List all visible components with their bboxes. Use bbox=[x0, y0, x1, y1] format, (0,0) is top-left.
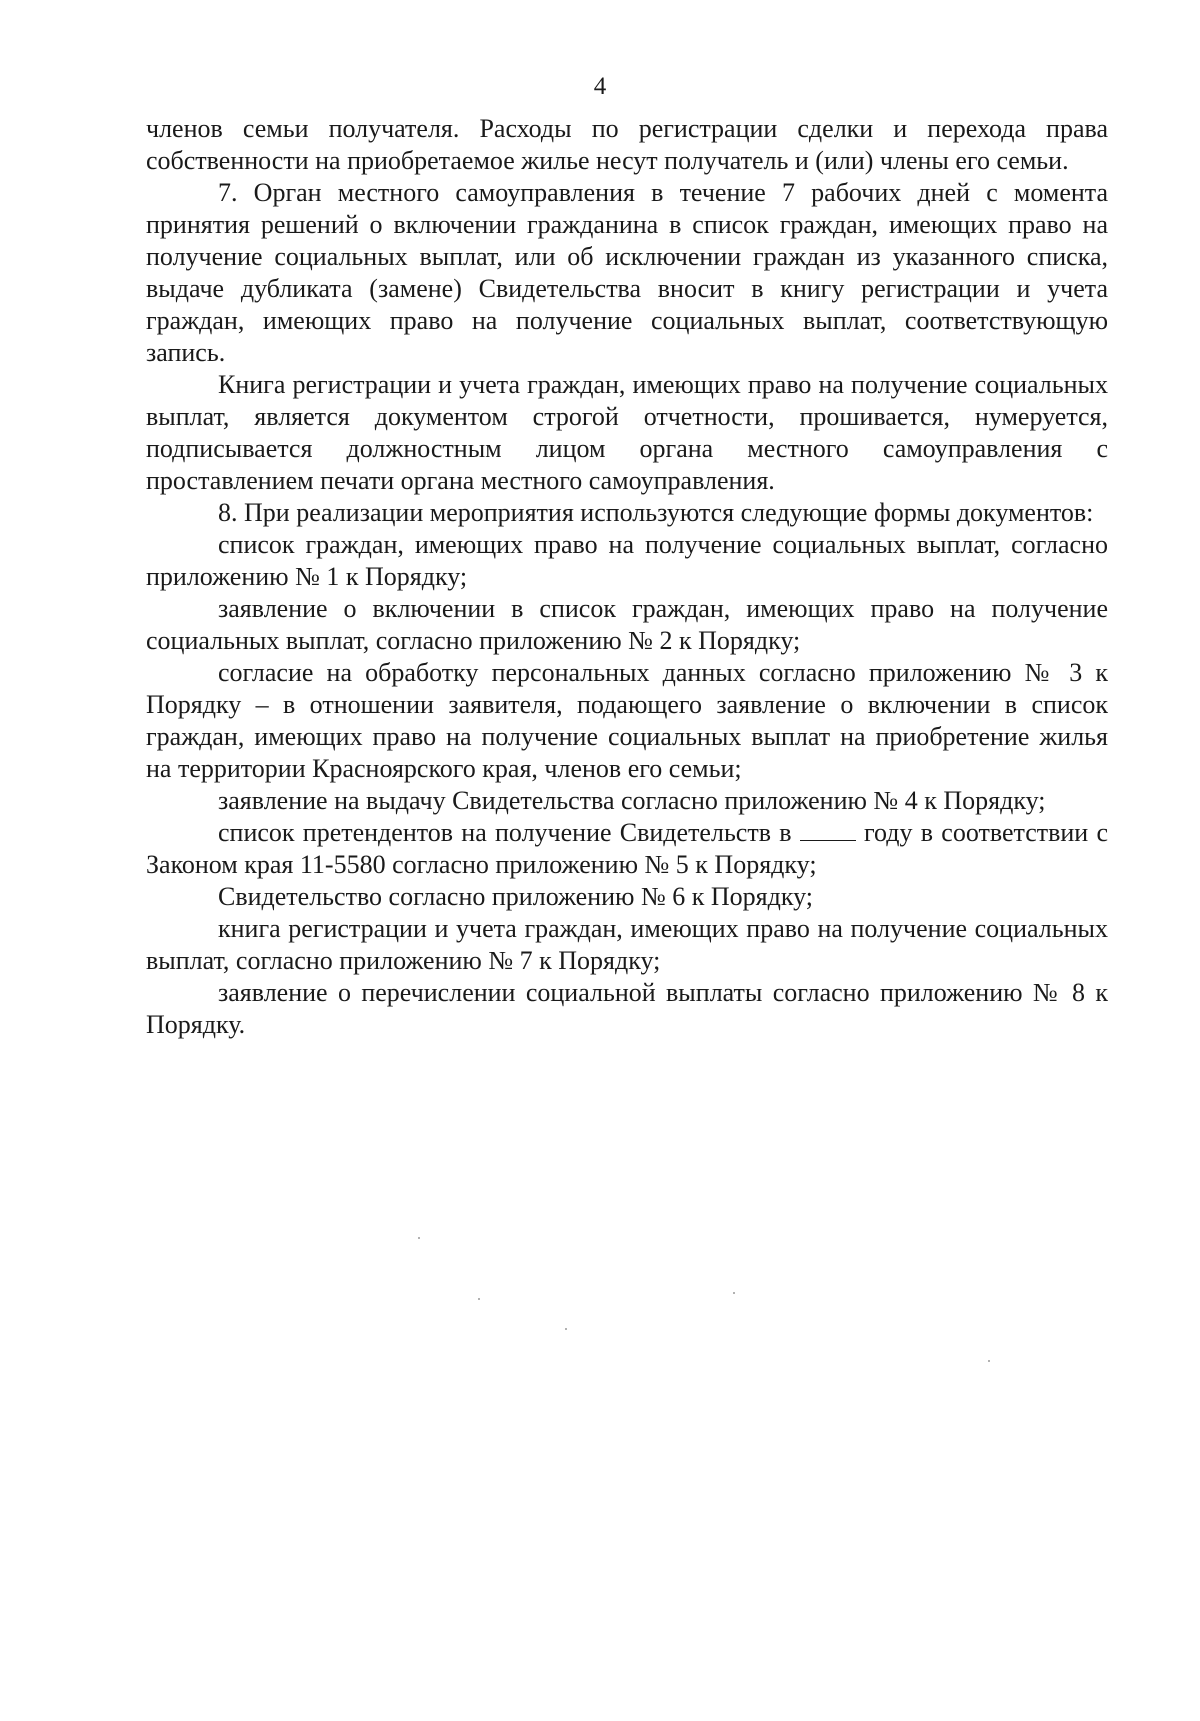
scan-speck bbox=[988, 1360, 990, 1362]
list-item-form-7: книга регистрации и учета граждан, имеющих право на получение социальных выплат, согласно приложению № 7 к Порядку; bbox=[146, 914, 1108, 975]
year-blank-line bbox=[800, 818, 856, 841]
paragraph-registration-book: Книга регистрации и учета граждан, имеющих право на получение социальных выплат, является документом строгой отчетности, прошивается, нумеруется, подписывается должностным лицом органа местного самоуправления с проставлением печати органа местного самоуправления. bbox=[146, 370, 1108, 495]
paragraph-item-7: 7. Орган местного самоуправления в течение 7 рабочих дней с момента принятия решений о включении гражданина в список граждан, имеющих право на получение социальных выплат, или об исключении граждан из указанного списка, выдаче дубликата (замене) Свидетельства вносит в книгу регистрации и учета граждан, имеющих право на получение социальных выплат, соответствующую запись. bbox=[146, 178, 1108, 367]
list-item-form-5-end: году в соответствии с Законом края 11-5580 согласно приложению № 5 к Порядку; bbox=[146, 818, 1108, 879]
document-body bbox=[146, 113, 1108, 1041]
list-item-form-5 bbox=[146, 817, 1108, 881]
list-item-form-2: заявление о включении в список граждан, имеющих право на получение социальных выплат, согласно приложению № 2 к Порядку; bbox=[146, 594, 1108, 655]
paragraph-item-8: 8. При реализации мероприятия используются следующие формы документов: bbox=[218, 498, 1094, 527]
scan-speck bbox=[418, 1237, 420, 1239]
page-number: 4 bbox=[593, 73, 607, 100]
list-item-form-4: заявление на выдачу Свидетельства согласно приложению № 4 к Порядку; bbox=[218, 786, 1046, 815]
list-item-form-5-start: список претендентов на получение Свидетельств в bbox=[218, 818, 792, 847]
scan-speck bbox=[478, 1298, 480, 1300]
list-item-form-6: Свидетельство согласно приложению № 6 к Порядку; bbox=[218, 882, 814, 911]
scan-speck bbox=[565, 1328, 567, 1330]
scan-speck bbox=[733, 1292, 735, 1294]
list-item-form-3: согласие на обработку персональных данных согласно приложению № 3 к Порядку – в отношении заявителя, подающего заявление о включении в список граждан, имеющих право на получение социальных выплат на приобретение жилья на территории Красноярского края, членов его семьи; bbox=[146, 658, 1108, 783]
list-item-form-1: список граждан, имеющих право на получение социальных выплат, согласно приложению № 1 к Порядку; bbox=[146, 530, 1108, 591]
list-item-form-8: заявление о перечислении социальной выплаты согласно приложению № 8 к Порядку. bbox=[146, 978, 1108, 1039]
paragraph-continuation: членов семьи получателя. Расходы по регистрации сделки и перехода права собственности на приобретаемое жилье несут получатель и (или) члены его семьи. bbox=[146, 114, 1108, 175]
